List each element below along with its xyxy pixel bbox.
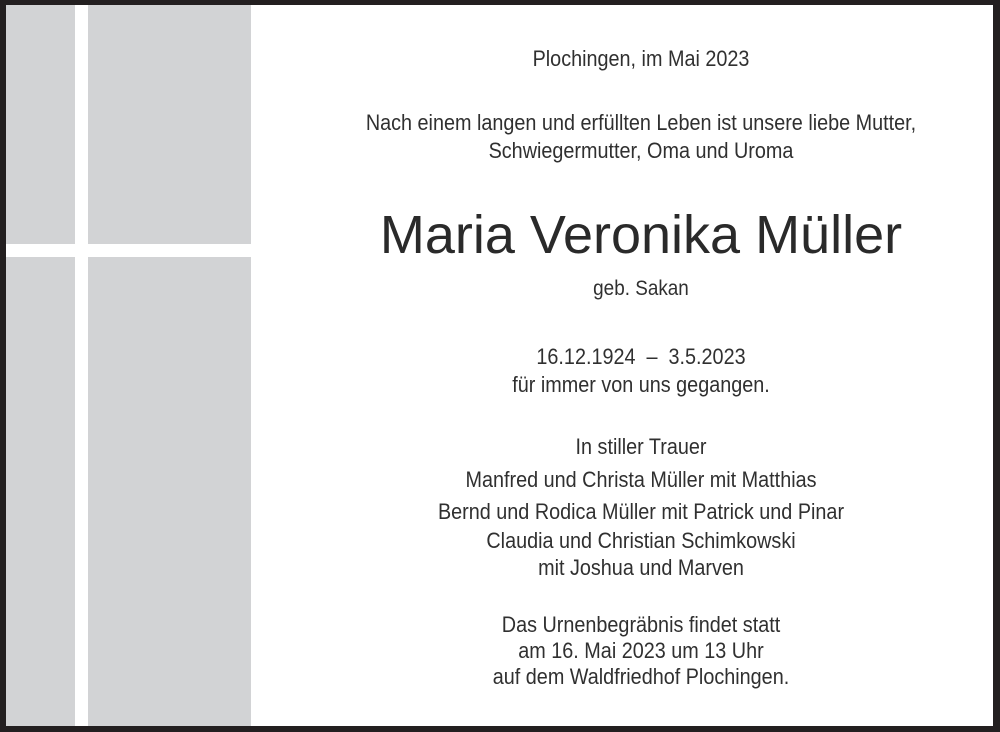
funeral-line: Das Urnenbegräbnis findet statt [501,612,781,637]
mourner-line: Claudia und Christian Schimkowski [486,528,796,553]
cross-block-bottom-right [88,257,251,726]
dateline: Plochingen, im Mai 2023 [532,46,750,71]
intro-line: Nach einem langen und erfüllten Leben ist unsere liebe Mutter, [365,110,917,135]
cross-block-top-left [6,5,75,244]
notice-text [285,0,997,732]
cross-block-top-right [88,5,251,244]
intro-line: Schwiegermutter, Oma und Uroma [488,138,794,163]
mourning-label: In stiller Trauer [575,434,707,459]
deceased-name: Maria Veronika Müller [379,205,903,265]
funeral-line: am 16. Mai 2023 um 13 Uhr [518,638,764,663]
mourner-line: Bernd und Rodica Müller mit Patrick und Pinar [437,499,845,524]
funeral-details [285,612,997,690]
maiden-name: geb. Sakan [593,277,689,300]
cross-block-bottom-left [6,257,75,726]
mourner-line: mit Joshua und Marven [538,555,744,580]
funeral-line: auf dem Waldfriedhof Plochingen. [492,664,790,689]
intro-text [285,109,997,165]
farewell-text: für immer von uns gegangen. [512,372,770,397]
mourner-line: Manfred und Christa Müller mit Matthias [465,467,817,492]
life-dates: 16.12.1924 – 3.5.2023 [536,344,746,369]
